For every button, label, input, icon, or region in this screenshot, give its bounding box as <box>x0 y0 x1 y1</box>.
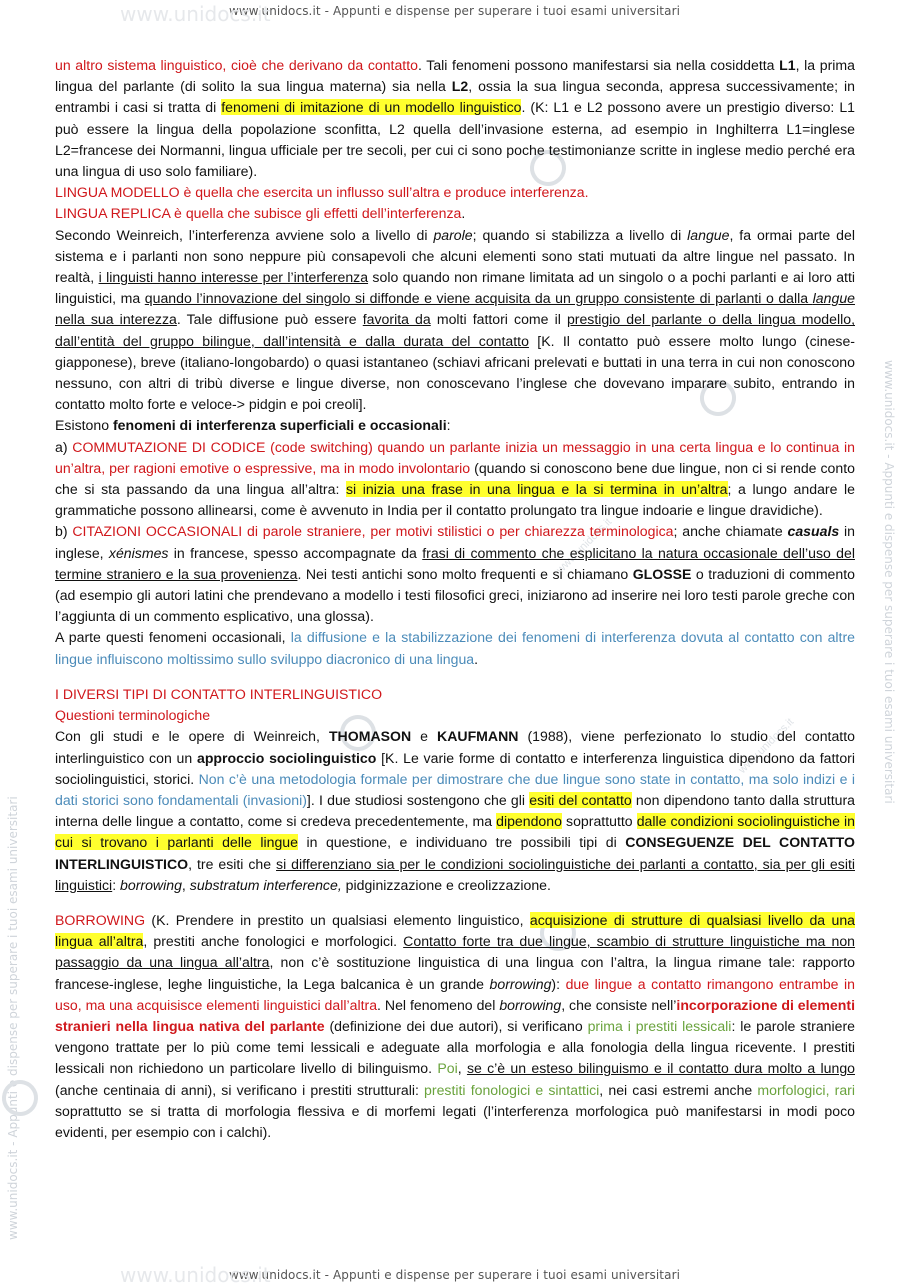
paragraph <box>55 726 855 896</box>
highlighted-text: si inizia una frase in una lingua e la si termina in un’altra <box>345 481 728 498</box>
underlined-text: favorita da <box>362 311 431 328</box>
text-span: . <box>474 650 479 667</box>
text-span: xénismes <box>108 544 169 561</box>
text-span: parole <box>433 226 473 243</box>
text-span: prima i prestiti lessicali <box>587 1017 732 1034</box>
text-span: ) quando un parlante inizia un messaggio in una certa lingua e lo continua in un’altra, per ragioni emotive o espressive, ma in modo involontario <box>55 438 855 476</box>
text-span: (1988), viene perfezionato lo studio del contatto interlinguistico con un <box>55 728 855 766</box>
text-span: a) <box>55 438 73 455</box>
text-span: . Tale diffusione può essere <box>176 311 363 328</box>
highlighted-text: dipendono <box>496 813 562 830</box>
text-span: un altro sistema linguistico, cioè che derivano da contatto <box>55 57 418 73</box>
text-span: , nei casi estremi anche <box>599 1081 758 1098</box>
diagonal-watermark: www.unidocs.it <box>554 516 615 576</box>
text-span: prestiti fonologici e sintattici <box>424 1081 600 1098</box>
underlined-text: Contatto forte tra due lingue, scambio di strutture linguistiche ma non passaggio da una lingua all’altra <box>55 933 856 971</box>
text-span: . Tali fenomeni possono manifestarsi sia nella cosiddetta <box>417 57 780 73</box>
highlighted-text: esiti del contatto <box>529 791 632 808</box>
text-span: casuals <box>787 523 840 540</box>
text-span: (quando si conoscono bene due lingue, non ci si rende conto che si sta passando da una lingua all’altra: <box>55 459 855 498</box>
text-span: : le parole straniere vengono trattate per lo più come temi lessicali e adeguate alla morfologia e alla fonologia della lingua ricevente. I prestiti lessicali non richiedono un particolare livello di bilinguismo. <box>55 1017 856 1077</box>
underlined-text: si differenziano sia per le condizioni sociolinguistiche dei parlanti a contatto, sia per gli esiti linguistici <box>55 855 855 893</box>
list-item-citazioni <box>55 521 855 627</box>
text-span: COMMUTAZIONE DI CODICE ( <box>72 438 275 455</box>
underlined-text: i linguisti hanno interesse per l’interferenza <box>98 269 369 286</box>
highlighted-text: fenomeni di imitazione di un modello linguistico <box>221 99 522 116</box>
text-span: substratum interference, <box>189 876 342 893</box>
text-span: LINGUA REPLICA è quella che subisce gli effetti dell’interferenza <box>55 205 462 222</box>
text-span: ; a lungo andare le grammatiche possono allinearsi, come è avvenuto in India per il contatto prolungato tra lingue indoarie e lingue dravidiche). <box>55 481 856 519</box>
section-heading: I DIVERSI TIPI DI CONTATTO INTERLINGUISTICO <box>55 685 383 702</box>
text-span: in inglese, <box>55 523 856 561</box>
paragraph <box>55 225 855 416</box>
text-span: solo quando non rimane limitata ad un singolo o a pochi parlanti e ai loro atti linguistici, ma <box>55 269 855 307</box>
text-span: borrowing <box>120 876 182 893</box>
page-footer: www.unidocs.it - Appunti e dispense per superare i tuoi esami universitari <box>228 1268 681 1282</box>
spacer <box>55 896 855 910</box>
text-span: in francese, spesso accompagnate da <box>168 544 423 561</box>
paragraph-borrowing <box>55 910 855 1143</box>
text-span: soprattutto se si tratta di morfologia flessiva e di morfemi legati (l’interferenza morfologica può manifestarsi in modi poco evidenti, per esempio con i calchi). <box>55 1102 855 1140</box>
text-span: . Nel fenomeno del <box>377 996 500 1013</box>
text-span: , tre esiti che <box>188 855 277 872</box>
spacer <box>55 670 855 684</box>
text-span: fenomeni di interferenza superficiali e occasionali <box>112 417 447 434</box>
text-span: . Nei testi antichi sono molto frequenti e si chiamano <box>297 565 633 582</box>
text-span: ; quando si stabilizza a livello di <box>472 226 688 243</box>
underlined-text: frasi di commento che esplicitano la natura occasionale dell’uso del termine straniero e la sua provenienza <box>55 544 855 582</box>
text-span: (anche centinaia di anni), si verificano i prestiti strutturali: <box>55 1081 425 1098</box>
text-span: , ossia la sua lingua seconda, appresa successivamente; in entrambi i casi si tratta di <box>55 78 855 116</box>
definition-lingua-replica <box>55 203 855 224</box>
text-span: THOMASON <box>328 728 412 745</box>
underlined-text: se c’è un esteso bilinguismo e il contatto dura molto a lungo <box>466 1060 855 1077</box>
paragraph <box>55 627 855 669</box>
text-span: : <box>446 417 451 434</box>
text-span: incorporazione di elementi stranieri nella lingua nativa del parlante <box>55 996 855 1034</box>
text-span: : <box>112 876 121 893</box>
text-span: langue <box>687 226 730 243</box>
text-span: , <box>181 876 190 893</box>
diagonal-watermark: www.unidocs.it <box>736 716 797 776</box>
text-span: BORROWING <box>55 911 146 928</box>
text-span: GLOSSE <box>632 565 692 582</box>
text-span: , la prima lingua del parlante (di solito la sua lingua materna) sia nella <box>55 57 855 95</box>
text-span: , <box>457 1060 467 1077</box>
text-span: o traduzioni di commento (ad esempio gli autori latini che prendevano a modello i testi filosofici greci, iniziarono ad inserire nei loro testi parole greche con l’aggiunta di un commento esplicativo, una glossa). <box>55 565 855 625</box>
document-body <box>55 55 855 1143</box>
text-span: ; anche chiamate <box>673 523 788 540</box>
ghost-watermark-top: www.unidocs.it <box>120 2 271 26</box>
text-span: e <box>411 728 438 745</box>
ghost-watermark-bottom: www.unidocs.it <box>120 1263 271 1287</box>
page-header: www.unidocs.it - Appunti e dispense per superare i tuoi esami universitari <box>228 4 681 18</box>
text-span: b) <box>55 523 73 540</box>
paragraph <box>55 55 855 182</box>
text-span: KAUFMANN <box>437 728 519 745</box>
text-span: . <box>461 205 466 222</box>
definition-lingua-modello: LINGUA MODELLO è quella che esercita un influsso sull’altra e produce interferenza. <box>55 184 589 201</box>
text-span: (definizione dei due autori), si verificano <box>324 1017 588 1034</box>
underlined-text: langue <box>812 290 855 307</box>
highlighted-text: dalle condizioni sociolinguistiche in cui si trovano i parlanti delle lingue <box>55 813 855 851</box>
text-span: code switching <box>274 438 369 455</box>
text-span: [K. Le varie forme di contatto e interferenza linguistica dipendono da fattori sociolinguistici, storici. <box>55 749 855 787</box>
underlined-text: quando l’innovazione del singolo si diffonde e viene acquisita da un gruppo consistente di parlanti o dalla <box>144 290 813 307</box>
text-span: (K. Prendere in prestito un qualsiasi elemento linguistico, <box>145 911 530 928</box>
text-span: ): <box>551 975 566 992</box>
text-span: CONSEGUENZE DEL CONTATTO INTERLINGUISTICO <box>55 834 855 872</box>
text-span: , che consiste nell’ <box>561 996 677 1013</box>
text-span: morfologici, rari <box>757 1081 855 1098</box>
text-span: soprattutto <box>561 813 637 830</box>
text-span: borrowing <box>489 975 552 992</box>
paragraph <box>55 415 855 436</box>
text-span: pidginizzazione e creolizzazione. <box>341 876 551 893</box>
text-span: la diffusione e la stabilizzazione dei fenomeni di interferenza dovuta al contatto con altre lingue influiscono moltissimo sullo sviluppo diacronico di una lingua <box>55 629 856 667</box>
text-span: in questione, e individuano tre possibili tipi di <box>297 834 626 851</box>
text-span: L1 <box>779 57 796 73</box>
text-span: [K. Il contatto può essere molto lungo (cinese-giapponese), breve (italiano-longobardo) o quasi istantaneo (schiavi africani prelevati e buttati in una terra in cui non conoscono nessuno, con altri di tribù diverse e lingue diverse, non conoscevano l’inglese che dovevano imparare subito, entrando in contatto molto forte e veloce-> pidgin e poi creoli]. <box>55 332 855 413</box>
highlighted-text: acquisizione di strutture di qualsiasi livello da una lingua all’altra <box>55 911 856 950</box>
text-span: approccio sociolinguistico <box>196 749 377 766</box>
side-watermark-left: www.unidocs.it - Appunti e dispense per superare i tuoi esami universitari <box>6 796 20 1240</box>
text-span: , prestiti anche fonologici e morfologici. <box>143 933 404 950</box>
list-item-code-switching <box>55 437 855 522</box>
text-span: Non c’è una metodologia formale per dimostrare che due lingue sono state in contatto, ma solo indizi e i dati storici sono fondamentali <box>55 770 855 808</box>
text-span: ]. I due studiosi sostengono che gli <box>306 791 530 808</box>
text-span: L2 <box>451 78 469 95</box>
text-span: , fa ormai parte del sistema e i parlanti non sono neppure più consapevoli che alcuni elementi sono stati mutuati da altre lingue nel passato. In realtà, <box>55 226 855 286</box>
text-span: non dipendono tanto dalla struttura interna delle lingue a contatto, come si credeva precedentemente, ma <box>55 791 855 830</box>
text-span: Poi <box>437 1060 458 1077</box>
text-span: (invasioni) <box>238 791 307 808</box>
text-span: , non c’è sostituzione linguistica di una lingua con l’altra, la lingua rimane tale: rapporto francese-inglese, leghe linguistiche, la Lega balcanica è un grande <box>55 954 856 992</box>
text-span: CITAZIONI OCCASIONALI di parole straniere, per motivi stilistici o per chiarezza terminologica <box>72 523 674 540</box>
text-span: A parte questi fenomeni occasionali, <box>55 629 291 646</box>
underlined-text: prestigio del parlante o della lingua modello, dall’entità del gruppo bilingue, dall’intensità e dalla durata del contatto <box>55 311 855 349</box>
text-span: Con gli studi e le opere di Weinreich, <box>55 728 329 745</box>
side-watermark-right: www.unidocs.it - Appunti e dispense per superare i tuoi esami universitari <box>882 360 896 804</box>
text-span: molti fattori come il <box>430 311 567 328</box>
text-span: borrowing <box>499 996 562 1013</box>
subsection-heading: Questioni terminologiche <box>55 707 211 724</box>
underlined-text: nella sua interezza <box>55 311 177 328</box>
text-span: Secondo Weinreich, l’interferenza avviene solo a livello di <box>55 226 434 243</box>
text-span: due lingue a contatto rimangono entrambe in uso, ma una acquisisce elementi linguistici dall’altra <box>55 975 856 1013</box>
text-span: . (K: L1 e L2 possono avere un prestigio diverso: L1 può essere la lingua della popolazione sconfitta, L2 quella dell’invasione esterna, ad esempio in Inghilterra L1=inglese L2=francese dei Normanni, lingua ufficiale per tre secoli, per cui ci sono poche testimonianze scritte in inglese medio perché era una lingua di uso solo familiare). <box>55 99 855 180</box>
text-span: Esistono <box>55 417 113 434</box>
